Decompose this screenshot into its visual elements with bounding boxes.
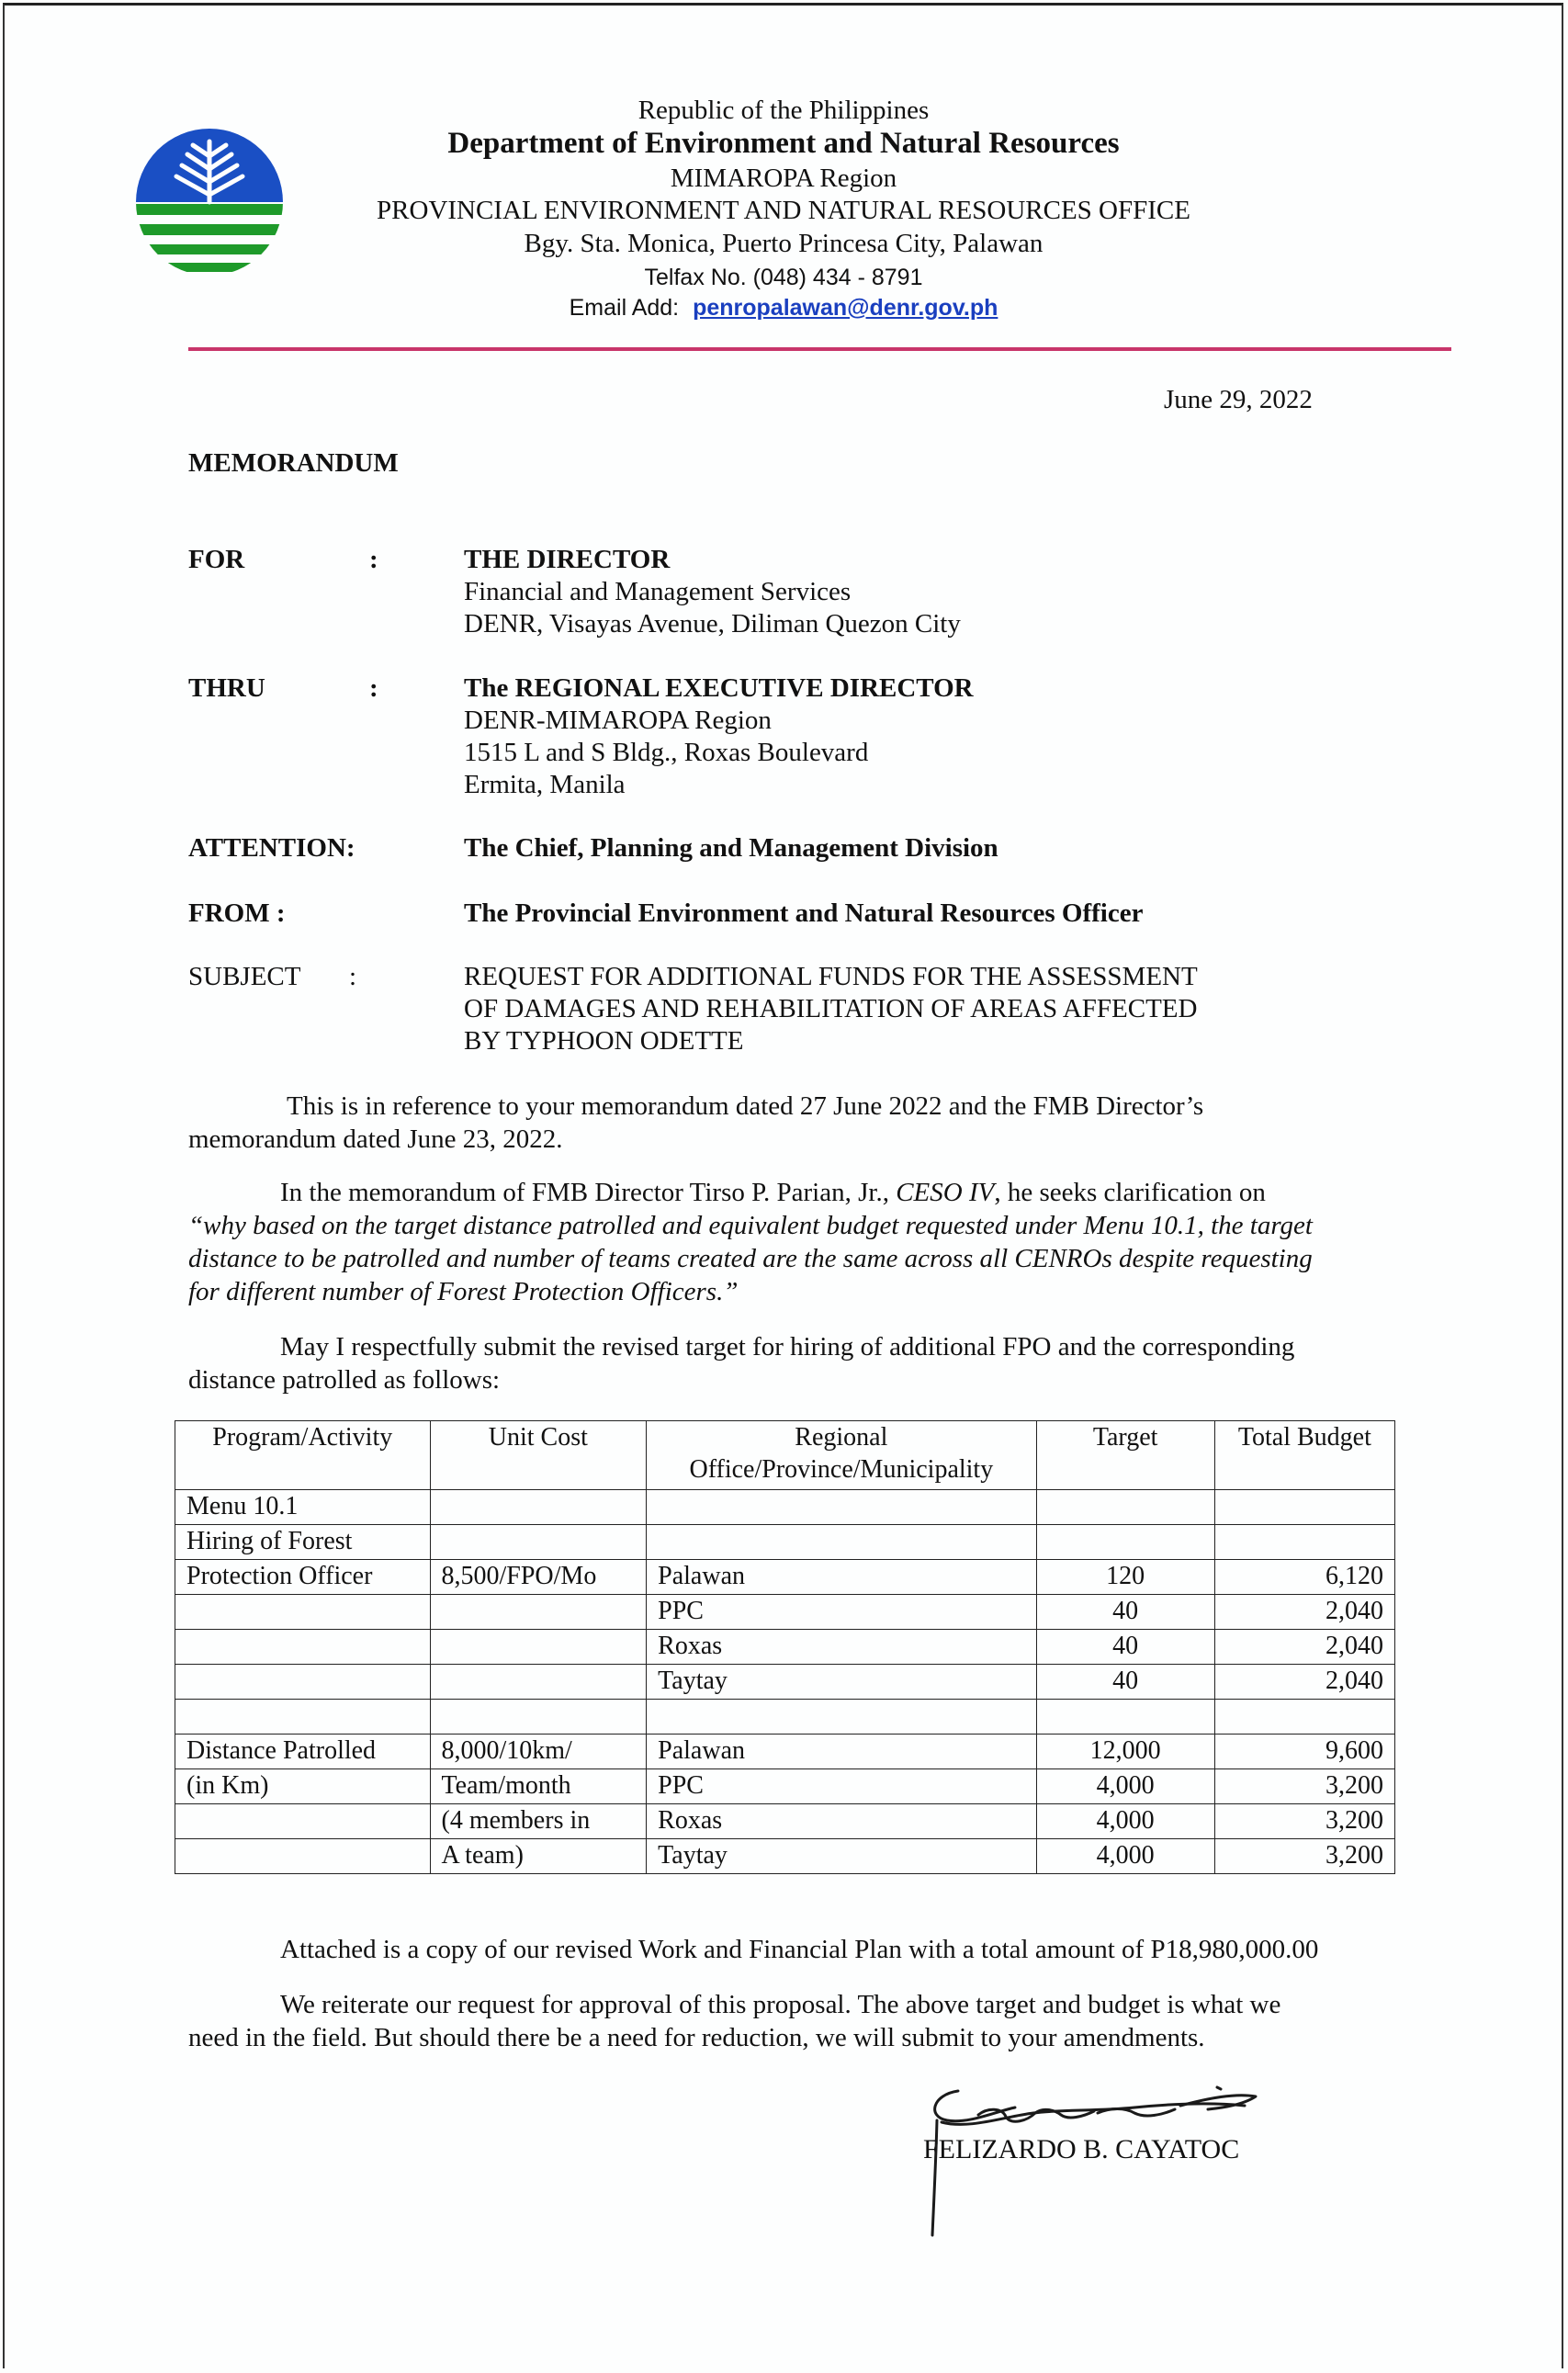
table-cell [1036, 1525, 1214, 1560]
table-cell: 4,000 [1036, 1804, 1214, 1839]
table-cell [175, 1839, 431, 1874]
thru-line2: 1515 L and S Bldg., Roxas Boulevard [464, 738, 869, 767]
paragraph-reference-line2: memorandum dated June 23, 2022. [188, 1124, 563, 1154]
clarification-quote-line1: “why based on the target distance patrolled and equivalent budget requested under Menu 10.1, the target [188, 1211, 1313, 1240]
thru-line1: DENR-MIMAROPA Region [464, 706, 772, 735]
table-cell: 3,200 [1214, 1769, 1394, 1804]
table-cell: 2,040 [1214, 1595, 1394, 1630]
table-cell [430, 1490, 647, 1525]
subject-label: SUBJECT [188, 962, 301, 991]
clarification-mid: , he seeks clarification on [994, 1178, 1266, 1207]
header-regional-line2: Office/Province/Municipality [689, 1455, 994, 1484]
paragraph-submit-line2: distance patrolled as follows: [188, 1365, 501, 1395]
subject-line1: REQUEST FOR ADDITIONAL FUNDS FOR THE ASSESSMENT [464, 962, 1198, 991]
table-cell: 9,600 [1214, 1735, 1394, 1769]
table-cell: 8,000/10km/ [430, 1735, 647, 1769]
subject-colon: : [349, 962, 357, 991]
thru-block [464, 672, 974, 801]
paragraph-clarification-line1 [188, 1176, 1382, 1209]
thru-line3: Ermita, Manila [464, 770, 626, 799]
table-cell: Protection Officer [175, 1560, 431, 1595]
header-program: Program/Activity [175, 1421, 431, 1490]
header-email-row [324, 291, 1243, 324]
table-cell [175, 1700, 431, 1735]
table-row [175, 1665, 1395, 1700]
table-cell: 2,040 [1214, 1630, 1394, 1665]
table-row [175, 1490, 1395, 1525]
table-cell: Hiring of Forest [175, 1525, 431, 1560]
subject-line2: OF DAMAGES AND REHABILITATION OF AREAS AFFECTED [464, 994, 1198, 1023]
table-cell: (4 members in [430, 1804, 647, 1839]
clarification-lead: In the memorandum of FMB Director Tirso P. Parian, Jr., [280, 1178, 897, 1207]
table-cell: 4,000 [1036, 1769, 1214, 1804]
thru-label: THRU [188, 673, 265, 703]
paragraph-reiterate-line2: need in the field. But should there be a need for reduction, we will submit to your amendments. [188, 2023, 1205, 2052]
table-cell: 8,500/FPO/Mo [430, 1560, 647, 1595]
thru-name: The REGIONAL EXECUTIVE DIRECTOR [464, 673, 974, 703]
table-cell: Menu 10.1 [175, 1490, 431, 1525]
paragraph-attached: Attached is a copy of our revised Work and Financial Plan with a total amount of P18,980,000.00 [280, 1935, 1319, 1964]
table-cell [430, 1700, 647, 1735]
table-cell [430, 1630, 647, 1665]
table-cell: Distance Patrolled [175, 1735, 431, 1769]
header-department: Department of Environment and Natural Resources [447, 127, 1120, 160]
clarification-quote-line2: distance to be patrolled and number of teams created are the same across all CENROs despite requesting [188, 1244, 1313, 1273]
thru-colon: : [369, 673, 378, 703]
header-unit-cost: Unit Cost [430, 1421, 647, 1490]
clarification-quote-line3: for different number of Forest Protection Officers.” [188, 1277, 739, 1306]
from-label: FROM : [188, 898, 286, 928]
table-row [175, 1595, 1395, 1630]
table-cell [647, 1700, 1036, 1735]
paragraph-reiterate-line1: We reiterate our request for approval of this proposal. The above target and budget is what we [280, 1990, 1281, 2019]
table-row [175, 1769, 1395, 1804]
table-cell: 40 [1036, 1665, 1214, 1700]
header-regional [647, 1421, 1036, 1490]
for-block [464, 544, 961, 640]
signatory-name: FELIZARDO B. CAYATOC [923, 2134, 1240, 2164]
memo-date: June 29, 2022 [1164, 385, 1313, 414]
table-cell: 4,000 [1036, 1839, 1214, 1874]
paragraph-submit-line1: May I respectfully submit the revised target for hiring of additional FPO and the corresponding [280, 1332, 1295, 1362]
subject-block [464, 961, 1198, 1057]
attention-label: ATTENTION: [188, 833, 355, 863]
for-line2: DENR, Visayas Avenue, Diliman Quezon City [464, 609, 961, 638]
table-cell: 12,000 [1036, 1735, 1214, 1769]
table-cell: PPC [647, 1769, 1036, 1804]
from-value: The Provincial Environment and Natural Resources Officer [464, 898, 1144, 928]
header-divider [188, 347, 1451, 351]
table-row [175, 1560, 1395, 1595]
paragraph-submit [188, 1330, 1382, 1396]
header-regional-line1: Regional [795, 1423, 888, 1452]
table-cell [1214, 1700, 1394, 1735]
table-row [175, 1700, 1395, 1735]
budget-table [175, 1420, 1395, 1874]
table-cell: 120 [1036, 1560, 1214, 1595]
header-target: Target [1036, 1421, 1214, 1490]
table-cell: PPC [647, 1595, 1036, 1630]
table-cell [430, 1665, 647, 1700]
table-row [175, 1804, 1395, 1839]
header-telfax: Telfax No. (048) 434 - 8791 [644, 265, 923, 290]
table-cell [1036, 1700, 1214, 1735]
table-cell: Team/month [430, 1769, 647, 1804]
table-cell: 3,200 [1214, 1839, 1394, 1874]
table-cell [175, 1595, 431, 1630]
table-row [175, 1630, 1395, 1665]
table-row [175, 1525, 1395, 1560]
header-address: Bgy. Sta. Monica, Puerto Princesa City, Palawan [524, 229, 1043, 258]
table-cell [430, 1595, 647, 1630]
table-cell [175, 1665, 431, 1700]
header-republic: Republic of the Philippines [637, 96, 930, 125]
table-cell [175, 1804, 431, 1839]
table-cell: A team) [430, 1839, 647, 1874]
table-cell: 2,040 [1214, 1665, 1394, 1700]
table-cell [1214, 1525, 1394, 1560]
for-name: THE DIRECTOR [464, 545, 671, 574]
table-cell: 6,120 [1214, 1560, 1394, 1595]
for-label: FOR [188, 545, 245, 574]
header-total-budget: Total Budget [1214, 1421, 1394, 1490]
table-cell [1036, 1490, 1214, 1525]
table-cell: Palawan [647, 1560, 1036, 1595]
paragraph-clarification [188, 1176, 1382, 1308]
paragraph-reference-line1: This is in reference to your memorandum dated 27 June 2022 and the FMB Director’s [287, 1091, 1204, 1121]
header-region: MIMAROPA Region [670, 164, 897, 193]
table-cell [647, 1525, 1036, 1560]
table-cell: 40 [1036, 1630, 1214, 1665]
table-cell: Roxas [647, 1630, 1036, 1665]
table-cell [430, 1525, 647, 1560]
table-cell [647, 1490, 1036, 1525]
table-cell: Palawan [647, 1735, 1036, 1769]
table-cell: Taytay [647, 1665, 1036, 1700]
table-row [175, 1839, 1395, 1874]
table-cell: (in Km) [175, 1769, 431, 1804]
attention-value: The Chief, Planning and Management Division [464, 833, 998, 863]
table-cell [1214, 1490, 1394, 1525]
email-label: Email Add: [569, 295, 680, 321]
subject-line3: BY TYPHOON ODETTE [464, 1026, 744, 1056]
table-cell: Taytay [647, 1839, 1036, 1874]
clarification-ceso: CESO IV [896, 1178, 995, 1207]
table-body [175, 1490, 1395, 1874]
paragraph-reiterate [188, 1988, 1382, 2054]
paragraph-reference [188, 1090, 1382, 1156]
table-cell [175, 1630, 431, 1665]
for-line1: Financial and Management Services [464, 577, 852, 606]
table-cell: 3,200 [1214, 1804, 1394, 1839]
table-cell: 40 [1036, 1595, 1214, 1630]
table-row [175, 1735, 1395, 1769]
table-header-row [175, 1421, 1395, 1490]
for-colon: : [369, 545, 378, 574]
memo-title: MEMORANDUM [188, 448, 399, 478]
table-cell: Roxas [647, 1804, 1036, 1839]
denr-logo [129, 129, 294, 280]
email-link[interactable]: penropalawan@denr.gov.ph [693, 295, 998, 321]
header-office: PROVINCIAL ENVIRONMENT AND NATURAL RESOURCES OFFICE [377, 196, 1190, 225]
